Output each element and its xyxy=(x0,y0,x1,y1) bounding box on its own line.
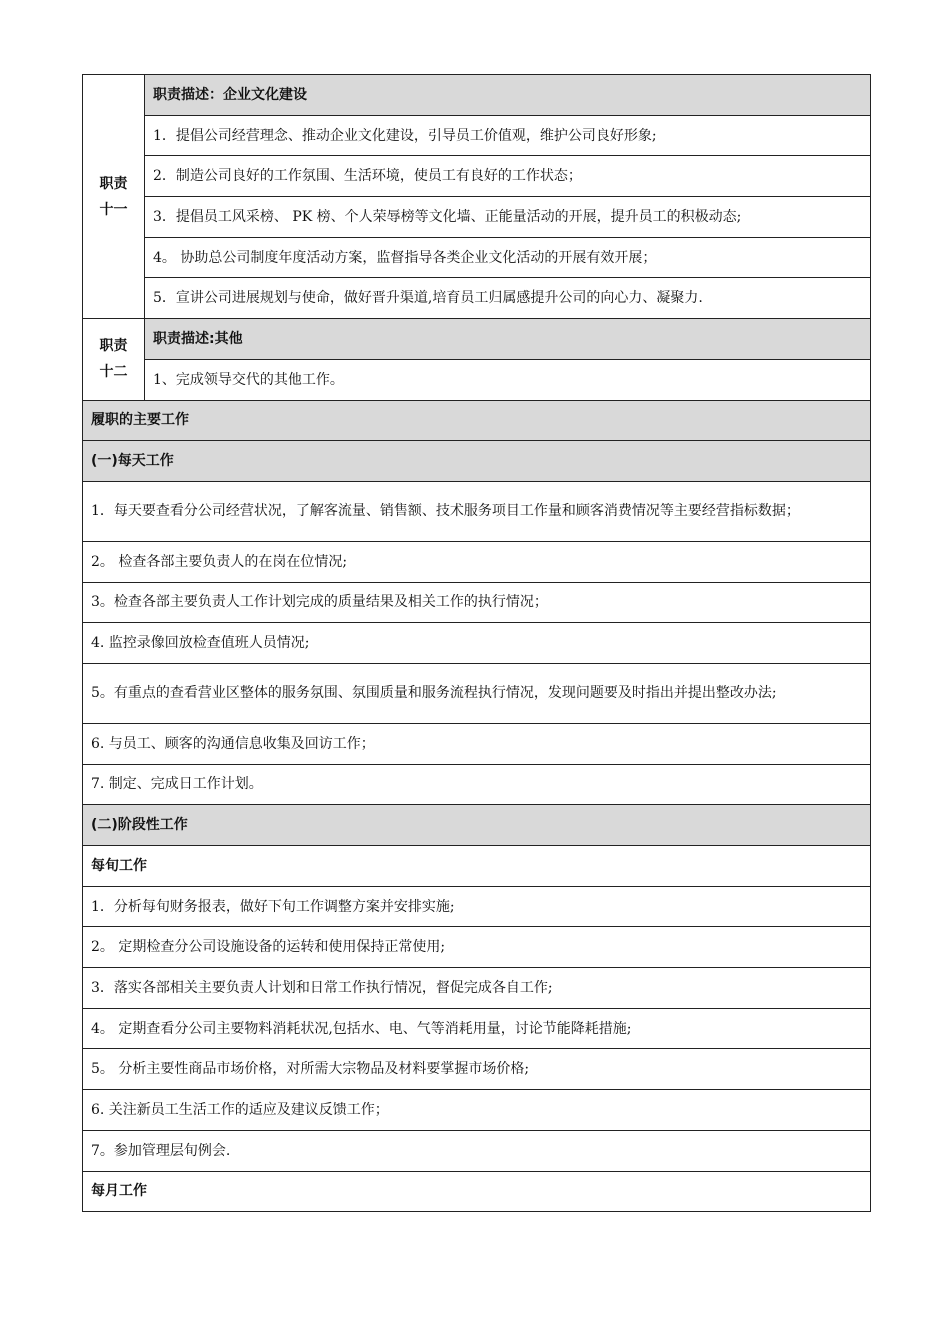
duty11-item-4: 4。 协助总公司制度年度活动方案，监督指导各类企业文化活动的开展有效开展； xyxy=(145,237,871,278)
daily-item-7: 7. 制定、完成日工作计划。 xyxy=(83,764,871,805)
duty12-label xyxy=(83,319,145,400)
main-work-header: 履职的主要工作 xyxy=(83,400,871,441)
daily-item-6: 6. 与员工、顾客的沟通信息收集及回访工作； xyxy=(83,723,871,764)
duty11-label xyxy=(83,75,145,319)
table-row xyxy=(83,481,871,541)
table-row xyxy=(83,237,871,278)
duty11-header: 职责描述：企业文化建设 xyxy=(145,75,871,116)
periodic-header-row xyxy=(83,805,871,846)
ten-day-item-4: 4。 定期查看分公司主要物料消耗状况,包括水、电、气等消耗用量，讨论节能降耗措施; xyxy=(83,1008,871,1049)
duty11-label-line1: 职责 xyxy=(99,175,128,192)
ten-day-item-5: 5。 分析主要性商品市场价格，对所需大宗物品及材料要掌握市场价格; xyxy=(83,1049,871,1090)
table-row xyxy=(83,1090,871,1131)
ten-day-item-7: 7。参加管理层旬例会. xyxy=(83,1130,871,1171)
table-row xyxy=(83,156,871,197)
duty11-item-3: 3．提倡员工风采榜、 PK 榜、个人荣辱榜等文化墙、正能量活动的开展，提升员工的积极动态; xyxy=(145,197,871,238)
table-row xyxy=(83,1130,871,1171)
table-row xyxy=(83,582,871,623)
table-row xyxy=(83,278,871,319)
ten-day-header-row xyxy=(83,846,871,887)
table-row xyxy=(83,764,871,805)
daily-header-row xyxy=(83,441,871,482)
duty11-header-row xyxy=(83,75,871,116)
daily-item-4: 4. 监控录像回放检查值班人员情况; xyxy=(83,623,871,664)
duty12-header: 职责描述:其他 xyxy=(145,319,871,360)
monthly-work-header: 每月工作 xyxy=(83,1171,871,1212)
duty11-label-line2: 十一 xyxy=(99,201,128,218)
table-row xyxy=(83,886,871,927)
ten-day-item-2: 2。 定期检查分公司设施设备的运转和使用保持正常使用; xyxy=(83,927,871,968)
table-row xyxy=(83,1049,871,1090)
table-row xyxy=(83,1008,871,1049)
daily-item-5: 5。有重点的查看营业区整体的服务氛围、氛围质量和服务流程执行情况，发现问题要及时指出并提出整改办法; xyxy=(83,663,871,723)
duty12-item-1: 1、完成领导交代的其他工作。 xyxy=(145,359,871,400)
duty11-item-5: 5．宣讲公司进展规划与使命，做好晋升渠道,培育员工归属感提升公司的向心力、凝聚力. xyxy=(145,278,871,319)
duty12-label-line1: 职责 xyxy=(99,338,128,355)
table-row xyxy=(83,359,871,400)
daily-item-2: 2。 检查各部主要负责人的在岗在位情况; xyxy=(83,541,871,582)
table-row xyxy=(83,197,871,238)
ten-day-item-6: 6. 关注新员工生活工作的适应及建议反馈工作； xyxy=(83,1090,871,1131)
duties-table xyxy=(82,74,871,1212)
table-row xyxy=(83,968,871,1009)
periodic-work-header: (二)阶段性工作 xyxy=(83,805,871,846)
table-row xyxy=(83,623,871,664)
daily-item-1: 1．每天要查看分公司经营状况，了解客流量、销售额、技术服务项目工作量和顾客消费情况等主要经营指标数据； xyxy=(83,481,871,541)
duty11-item-2: 2．制造公司良好的工作氛围、生活环境，使员工有良好的工作状态； xyxy=(145,156,871,197)
table-row xyxy=(83,663,871,723)
table-row xyxy=(83,927,871,968)
table-row xyxy=(83,115,871,156)
table-row xyxy=(83,723,871,764)
duty12-header-row xyxy=(83,319,871,360)
ten-day-work-header: 每旬工作 xyxy=(83,846,871,887)
duty12-label-line2: 十二 xyxy=(99,364,128,381)
monthly-header-row xyxy=(83,1171,871,1212)
daily-item-3: 3。检查各部主要负责人工作计划完成的质量结果及相关工作的执行情况； xyxy=(83,582,871,623)
duty11-item-1: 1．提倡公司经营理念、推动企业文化建设，引导员工价值观，维护公司良好形象; xyxy=(145,115,871,156)
ten-day-item-3: 3．落实各部相关主要负责人计划和日常工作执行情况，督促完成各自工作; xyxy=(83,968,871,1009)
daily-work-header: (一)每天工作 xyxy=(83,441,871,482)
main-work-header-row xyxy=(83,400,871,441)
ten-day-item-1: 1．分析每旬财务报表，做好下旬工作调整方案并安排实施; xyxy=(83,886,871,927)
table-row xyxy=(83,541,871,582)
